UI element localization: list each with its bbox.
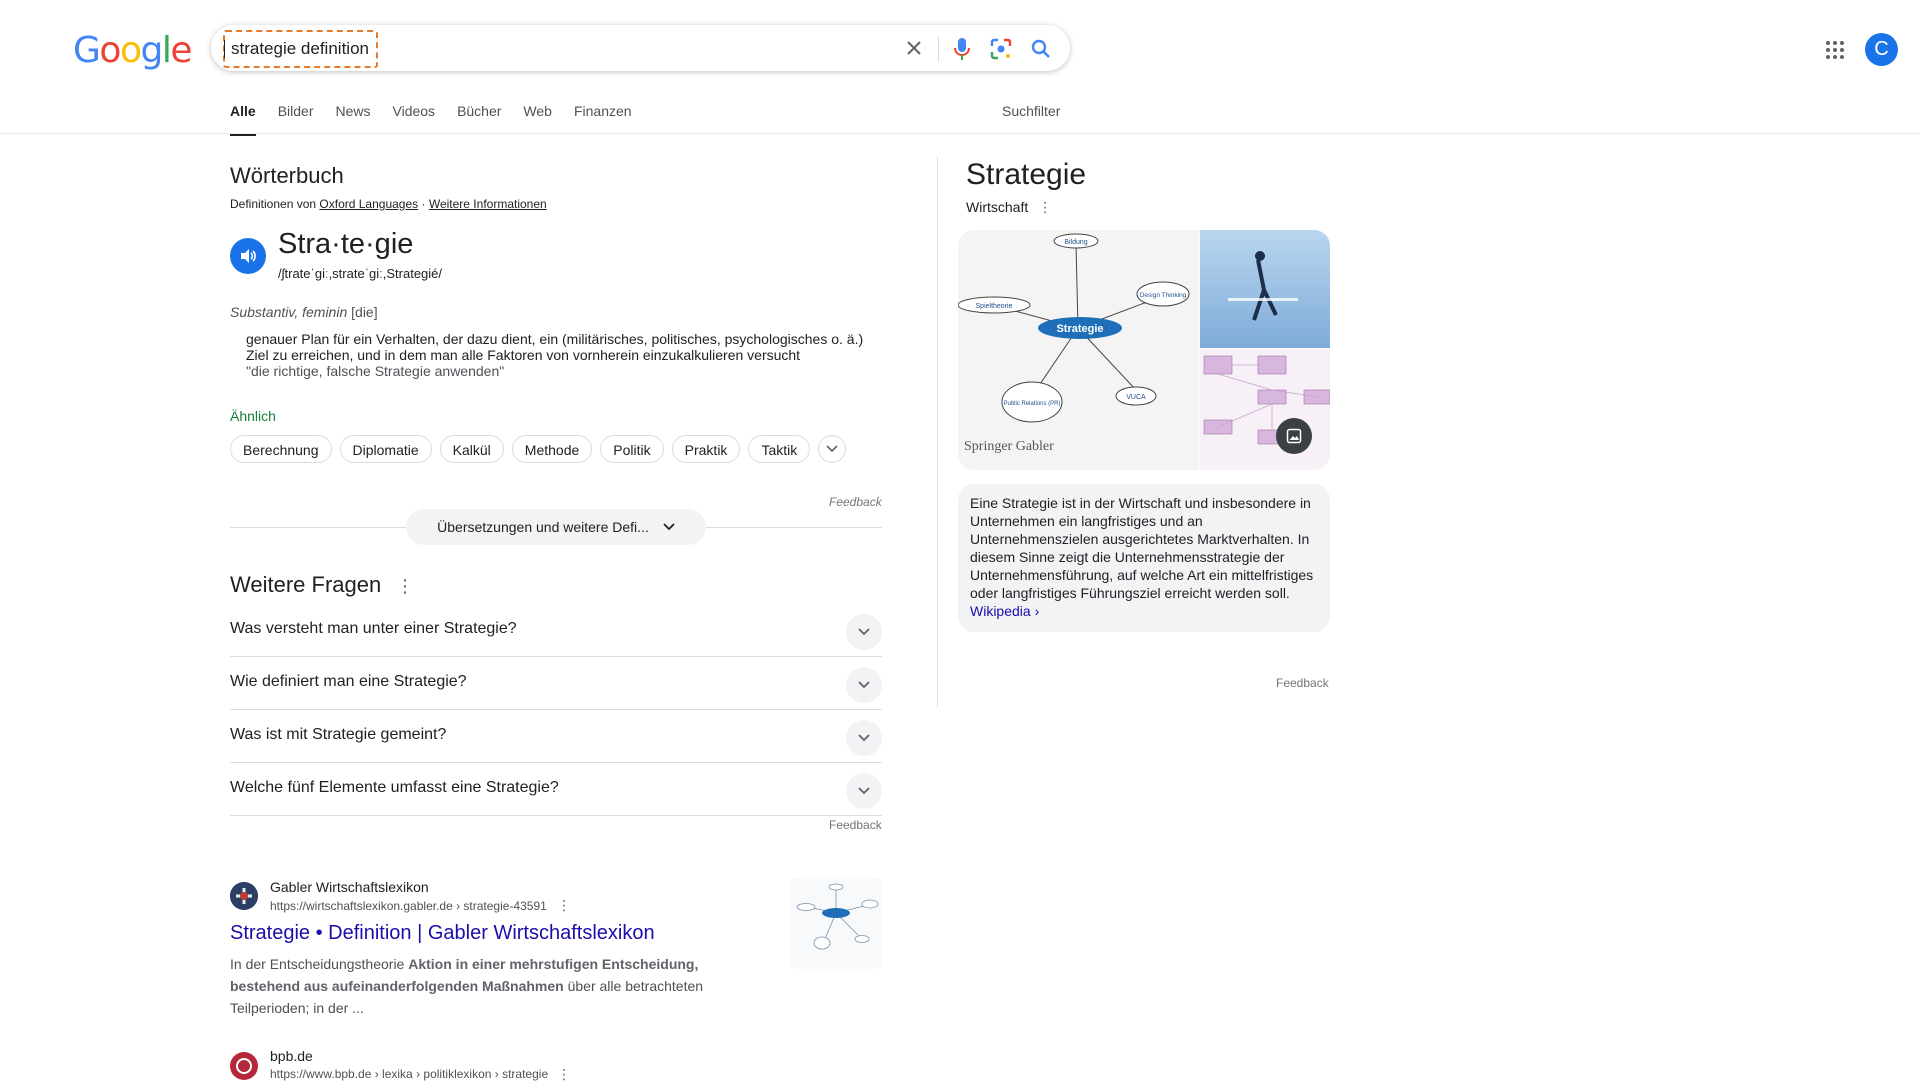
pos-article: [die]	[351, 304, 378, 320]
chevron-down-icon[interactable]	[846, 773, 882, 809]
pos-label: Substantiv, feminin	[230, 304, 348, 320]
dictionary-heading: Wörterbuch	[230, 163, 344, 188]
gabler-favicon-icon	[230, 882, 258, 910]
image-caption: Springer Gabler	[964, 439, 1054, 454]
avatar-letter: C	[1874, 38, 1889, 60]
result-url: https://wirtschaftslexikon.gabler.de › strategie-43591	[270, 899, 547, 913]
avatar[interactable]	[1865, 33, 1898, 66]
paa-item[interactable]	[230, 711, 882, 763]
google-logo[interactable]: Google	[73, 30, 191, 71]
diagram-node-label: Spieltheorie	[975, 303, 1013, 310]
result-site-name: Gabler Wirtschaftslexikon	[270, 879, 429, 895]
knowledge-panel-subtitle	[966, 199, 1052, 216]
tab-alle[interactable]: Alle	[230, 101, 256, 136]
result-url: https://www.bpb.de › lexika › politiklexikon › strategie	[270, 1067, 549, 1081]
tab-bilder[interactable]: Bilder	[277, 103, 314, 119]
chip-berechnung[interactable]: Berechnung	[230, 435, 332, 463]
diagram-node-label: VUCA	[1126, 394, 1146, 401]
search-tabs	[220, 101, 654, 136]
paa-feedback-link[interactable]: Feedback	[829, 818, 882, 832]
chevron-down-icon[interactable]	[846, 667, 882, 703]
header-divider	[0, 133, 1920, 134]
result-title-link[interactable]: Strategie • Definition | Gabler Wirtschaftslexikon	[230, 922, 655, 944]
search-input[interactable]: strategie definition	[231, 39, 369, 58]
paa-question: Was ist mit Strategie gemeint?	[230, 726, 447, 743]
more-images-icon[interactable]	[1276, 418, 1312, 454]
definition-example: "die richtige, falsche Strategie anwenden"	[246, 363, 505, 379]
headword: Stra·te·gie	[278, 228, 414, 260]
search-divider	[938, 36, 939, 62]
diagram-node-label: Public Relations (PR)	[1003, 401, 1061, 407]
paa-heading: Weitere Fragen	[230, 572, 382, 597]
chevron-down-icon	[663, 523, 675, 531]
knowledge-panel-description	[958, 484, 1330, 632]
knowledge-panel-images[interactable]	[958, 230, 1330, 470]
result-thumbnail[interactable]	[790, 877, 882, 969]
result-more-options-icon[interactable]: ⋮	[557, 897, 571, 913]
result-snippet	[230, 953, 730, 1019]
paa-question: Was versteht man unter einer Strategie?	[230, 620, 517, 637]
more-info-link[interactable]: Weitere Informationen	[428, 197, 547, 211]
panel-divider	[937, 157, 938, 707]
chip-diplomatie[interactable]: Diplomatie	[340, 435, 432, 463]
chip-praktik[interactable]: Praktik	[672, 435, 741, 463]
wikipedia-link[interactable]: Wikipedia ›	[970, 603, 1040, 619]
paa-question: Welche fünf Elemente umfasst eine Strategie?	[230, 779, 559, 796]
definition-text: genauer Plan für ein Verhalten, der dazu dient, ein (militärisches, politisches, psychologisches o. ä.) Ziel zu erreichen, und in dem man alle Faktoren von vornherein einzukalkulieren versucht	[246, 331, 864, 363]
result-site-name: bpb.de	[270, 1048, 313, 1064]
paa-item[interactable]	[230, 605, 882, 657]
paa-item[interactable]	[230, 658, 882, 710]
microphone-icon[interactable]	[950, 36, 974, 62]
chip-taktik[interactable]: Taktik	[748, 435, 810, 463]
translations-button-label: Übersetzungen und weitere Defi...	[437, 519, 649, 535]
chip-more-chevron-icon[interactable]	[818, 435, 846, 463]
chevron-down-icon[interactable]	[846, 614, 882, 650]
knowledge-panel-title: Strategie	[966, 158, 1087, 191]
paa-question: Wie definiert man eine Strategie?	[230, 673, 467, 690]
chip-politik[interactable]: Politik	[600, 435, 663, 463]
tab-web[interactable]: Web	[523, 103, 552, 119]
chip-methode[interactable]: Methode	[512, 435, 592, 463]
source-prefix: Definitionen von	[230, 197, 317, 211]
knowledge-panel-category: Wirtschaft	[966, 199, 1029, 215]
paa-more-options-icon[interactable]: ⋮	[396, 576, 414, 596]
tab-videos[interactable]: Videos	[392, 103, 436, 119]
search-filter-button[interactable]: Suchfilter	[1002, 103, 1061, 119]
chip-kalkuel[interactable]: Kalkül	[440, 435, 504, 463]
text-caret	[224, 40, 225, 58]
snippet-highlight: Aktion in einer mehrstufigen Entscheidung, bestehend aus aufeinanderfolgenden Maßnahmen	[230, 956, 699, 994]
kp-more-options-icon[interactable]: ⋮	[1038, 199, 1053, 215]
phonetic: /ʃtrateˈgiː,strateˈgiː,Strategié/	[278, 266, 443, 281]
dictionary-feedback-link[interactable]: Feedback	[829, 495, 882, 509]
apps-grid-icon[interactable]	[1823, 38, 1847, 62]
tab-news[interactable]: News	[335, 103, 371, 119]
pronunciation-speaker-icon[interactable]	[230, 238, 266, 274]
result-more-options-icon[interactable]: ⋮	[557, 1066, 571, 1082]
tab-buecher[interactable]: Bücher	[457, 103, 502, 119]
translations-button[interactable]	[406, 509, 706, 545]
lens-icon[interactable]	[989, 37, 1013, 61]
paa-item[interactable]	[230, 764, 882, 816]
tab-finanzen[interactable]: Finanzen	[573, 103, 632, 119]
oxford-languages-link[interactable]: Oxford Languages	[319, 197, 419, 211]
snippet-suffix: über alle betrachteten Teilperioden; in der ...	[230, 978, 704, 1016]
part-of-speech	[230, 304, 378, 320]
snippet-prefix: In der Entscheidungstheorie	[230, 956, 409, 972]
bpb-favicon-icon	[230, 1052, 258, 1080]
description-text: Eine Strategie ist in der Wirtschaft und insbesondere in Unternehmen ein langfristiges und an Unternehmenszielen ausgerichtetes Marktverhalten. In diesem Sinne zeigt die Unternehmensstrategie der Unternehmensführung, auf welche Art ein mittelfristiges oder langfristiges Führungsziel erreicht werden soll.	[970, 495, 1314, 601]
dictionary-source	[230, 197, 547, 211]
chevron-down-icon[interactable]	[846, 720, 882, 756]
clear-icon[interactable]	[902, 36, 926, 60]
search-icon[interactable]	[1029, 37, 1053, 61]
knowledge-panel-feedback-link[interactable]: Feedback	[1276, 676, 1329, 690]
source-separator: ·	[421, 197, 426, 211]
diagram-node-label: Design Thinking	[1139, 292, 1187, 299]
similar-heading: Ähnlich	[230, 408, 276, 424]
similar-chips	[230, 435, 846, 463]
diagram-node-label: Bildung	[1064, 239, 1088, 246]
diagram-center-label: Strategie	[1056, 323, 1104, 335]
